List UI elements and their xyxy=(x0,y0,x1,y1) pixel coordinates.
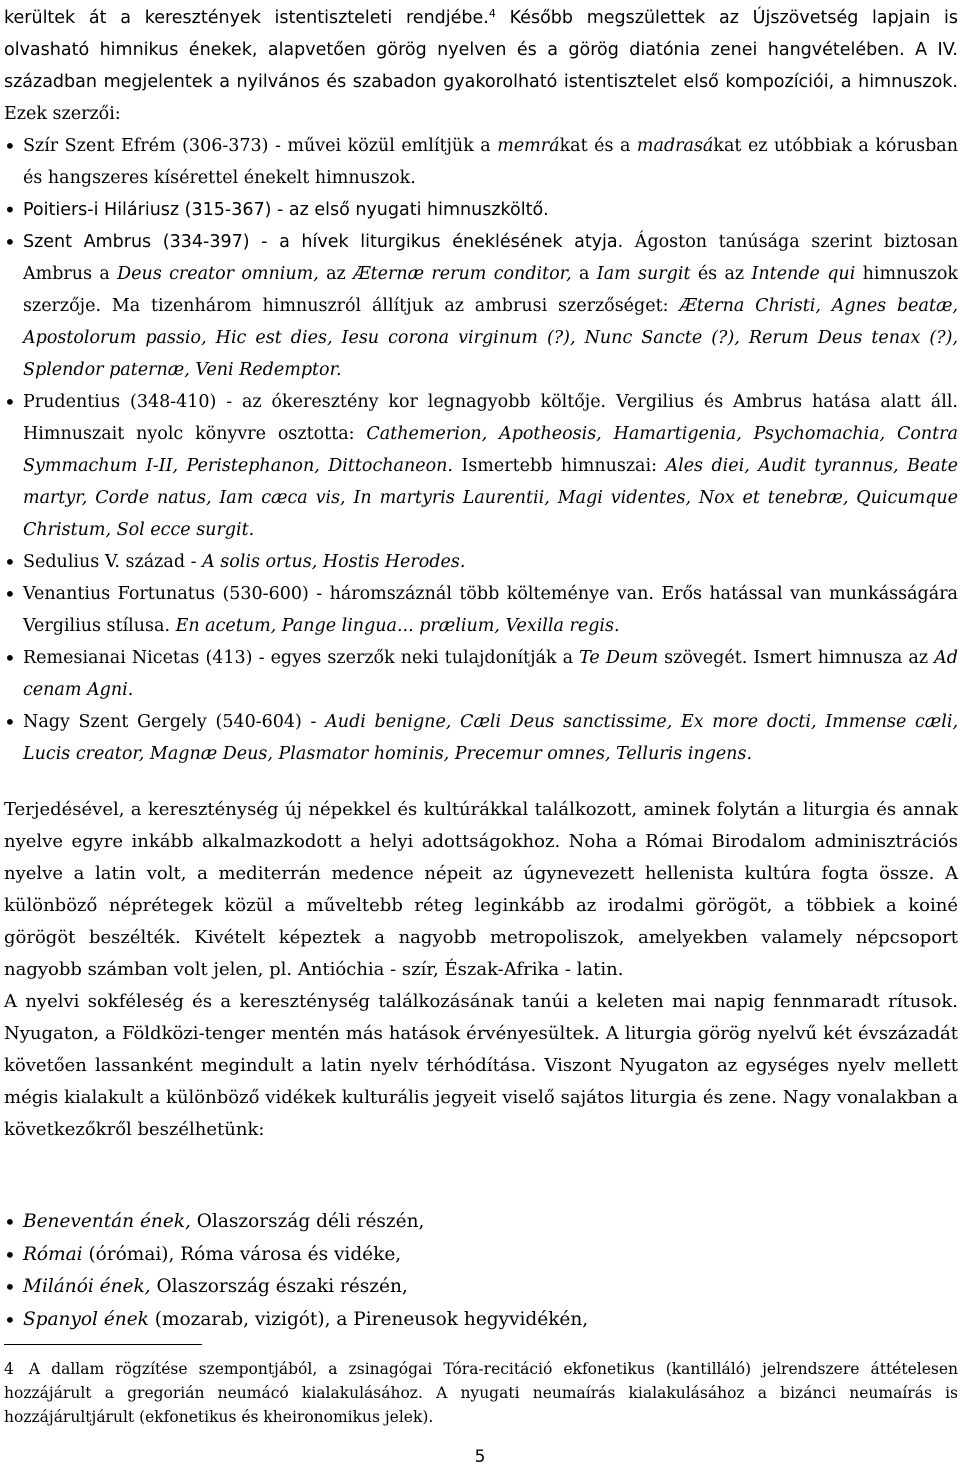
prudentius-text: Prudentius (348-410) - az ókeresztény kor legnagyobb költője. Vergilius és Ambrus hatása alatt áll. Himnuszait nyolc könyvre osztotta: xyxy=(23,392,958,444)
footnote-divider xyxy=(4,1344,202,1345)
efrem-text: Szír Szent Efrém (306-373) - művei közül említjük a xyxy=(23,136,498,156)
intro-paragraph xyxy=(4,2,958,130)
rite-name: Spanyol ének xyxy=(23,1308,149,1330)
rite-desc: Olaszország déli részén, xyxy=(190,1211,425,1232)
footnote-reference[interactable]: 4 xyxy=(488,7,496,20)
rite-desc: (órómai), Róma városa és vidéke, xyxy=(82,1243,402,1265)
paragraph-spread: Terjedésével, a kereszténység új népekkel és kultúrákkal találkozott, aminek folytán a liturgia és annak nyelve egyre inkább alkalmazkodott a helyi adottságokhoz. Noha a Római Birodalom adminisztrációs nyelve a latin volt, a mediterrán medence népeit az úgynevezett hellenista kultúra fogta össze. A különböző néprétegek közül a műveltebb réteg leginkább az irodalmi görögöt, a többiek a koiné görögöt beszélték. Kivételt képeztek a nagyobb metropoliszok, amelyekben valamely népcsoport nagyobb számban volt jelen, pl. Antióchia - szír, Észak-Afrika - latin. xyxy=(4,799,958,980)
rite-name: Milánói ének, xyxy=(23,1276,151,1297)
sedulius-text: Sedulius V. század - xyxy=(23,552,203,572)
author-hilarius xyxy=(4,194,958,226)
nicetas-hymn: Ad cenam Agni. xyxy=(23,648,958,700)
rite-desc: (mozarab, vizigót), a Pireneusok hegyvidékén, xyxy=(148,1308,589,1330)
footnote-text: A dallam rögzítése szempontjából, a zsinagógai Tóra-recitáció ekfonetikus (kantilláló) jelrendszere áttételesen hozzájárult a gregorián neumácó kialakulásához. A nyugati neumaírás kialakulásához a bizánci neumaírás is hozzájárultjárult (ekfonetikus és kheironomikus jelek). xyxy=(4,1360,958,1426)
ambrus-text-2: az xyxy=(318,264,354,284)
footnote xyxy=(4,1357,958,1429)
efrem-text-3: kat ez utóbbiak a kórusban és hangszeres kísérettel énekelt himnuszok. xyxy=(23,136,958,188)
paragraph-diversity: A nyelvi sokféleség és a kereszténység találkozásának tanúi a keleten mai napig fennmaradt rítusok. Nyugaton, a Földközi-tenger mentén más hatások érvényesültek. A liturgia görög nyelvű két évszázadát követően lassanként megindult a latin nyelv térhódítása. Viszont Nyugaton az egységes nyelv mellett mégis kialakult a különböző vidékek kulturális jegyeit viselő sajátos liturgia és zene. Nagy vonalakban a következőkről beszélhetünk: xyxy=(4,991,958,1140)
intro-text: Később megszülettek az Újszövetség lapjain is olvasható himnikus énekek, alapvetően görög nyelven és a görög diatónia zenei hangvételében. A IV. században megjelentek a nyilvános és szabadon gyakorolható istentisztelet első kompozíciói, a himnuszok. xyxy=(4,8,958,92)
author-sedulius xyxy=(4,546,958,578)
footnote-number: 4 xyxy=(4,1360,14,1378)
hymn-authors-list xyxy=(4,130,958,770)
efrem-text-2: kat és a xyxy=(559,136,637,156)
sedulius-hymns: A solis ortus, Hostis Herodes. xyxy=(202,552,466,572)
hilarius-text: Poitiers-i Hiláriusz (315-367) - az első nyugati himnuszköltő. xyxy=(23,200,549,220)
ambrus-text: Ágoston tanúsága szerint biztosan Ambrus a xyxy=(23,232,958,284)
body-section xyxy=(4,794,958,1146)
ambrus-hymn-3: Iam surgit xyxy=(596,264,691,284)
nicetas-te-deum: Te Deum xyxy=(579,648,659,668)
intro-section xyxy=(4,2,958,770)
ambrus-text-5: himnuszok szerzője. Ma tizenhárom himnuszról állítjuk az ambrusi szerzőséget: xyxy=(23,264,958,316)
intro-line: kerültek át a keresztények istentiszteleti rendjébe. xyxy=(4,8,489,28)
page-number: 5 xyxy=(474,1447,486,1467)
ambrus-hymn-4: Intende qui xyxy=(751,264,856,284)
prudentius-books: Cathemerion, Apotheosis, Hamartigenia, Psychomachia, Contra Symmachum I-II, Peristephanon, Dittochaneon. xyxy=(23,424,958,476)
ambrus-hymn-list: Æterna Christi, Agnes beatæ, Apostolorum passio, Hic est dies, Iesu corona virginum (?), Nunc Sancte (?), Rerum Deus tenax (?), Splendor paternæ, Veni Redemptor. xyxy=(23,296,958,380)
author-gergely xyxy=(4,706,958,770)
author-nicetas xyxy=(4,642,958,706)
rite-item xyxy=(4,1239,958,1272)
rite-item xyxy=(4,1304,958,1337)
efrem-memra: memrá xyxy=(497,136,560,156)
rite-item xyxy=(4,1206,958,1239)
prudentius-text-2: Ismertebb himnuszai: xyxy=(452,456,666,476)
ambrus-heading: Szent Ambrus (334-397) - a hívek liturgikus éneklésének atyja. xyxy=(23,232,624,252)
gergely-hymns: Audi benigne, Cæli Deus sanctissime, Ex more docti, Immense cæli, Lucis creator, Magnæ Deus, Plasmator hominis, Precemur omnes, Telluris ingens. xyxy=(23,712,959,764)
venantius-hymns: En acetum, Pange lingua... prælium, Vexilla regis. xyxy=(175,616,620,636)
nicetas-text: Remesianai Nicetas (413) - egyes szerzők neki tulajdonítják a xyxy=(23,648,580,668)
rites-list xyxy=(4,1206,958,1336)
rite-item xyxy=(4,1271,958,1304)
rite-desc: Olaszország északi részén, xyxy=(150,1276,408,1297)
authors-intro: Ezek szerzői: xyxy=(4,104,121,124)
gergely-text: Nagy Szent Gergely (540-604) - xyxy=(23,712,326,732)
prudentius-hymns: Ales diei, Audit tyrannus, Beate martyr, Corde natus, Iam cæca vis, In martyris Laurentii, Magi videntes, Nox et tenebræ, Quicumque Christum, Sol ecce surgit. xyxy=(23,456,958,540)
ambrus-hymn-2: Æternæ rerum conditor, xyxy=(353,264,572,284)
efrem-madrasa: madrasá xyxy=(636,136,714,156)
rite-name: Beneventán ének, xyxy=(23,1211,191,1232)
author-venantius xyxy=(4,578,958,642)
venantius-text: Venantius Fortunatus (530-600) - háromszáznál több költeménye van. Erős hatással van munkásságára Vergilius stílusa. xyxy=(23,584,958,636)
nicetas-text-2: szövegét. Ismert himnusza az xyxy=(658,648,935,668)
author-ambrus xyxy=(4,226,958,386)
ambrus-text-3: a xyxy=(571,264,597,284)
author-prudentius xyxy=(4,386,958,546)
rite-name: Római xyxy=(23,1243,83,1265)
ambrus-hymn-1: Deus creator omnium, xyxy=(117,264,319,284)
author-efrem xyxy=(4,130,958,194)
ambrus-text-4: és az xyxy=(690,264,752,284)
